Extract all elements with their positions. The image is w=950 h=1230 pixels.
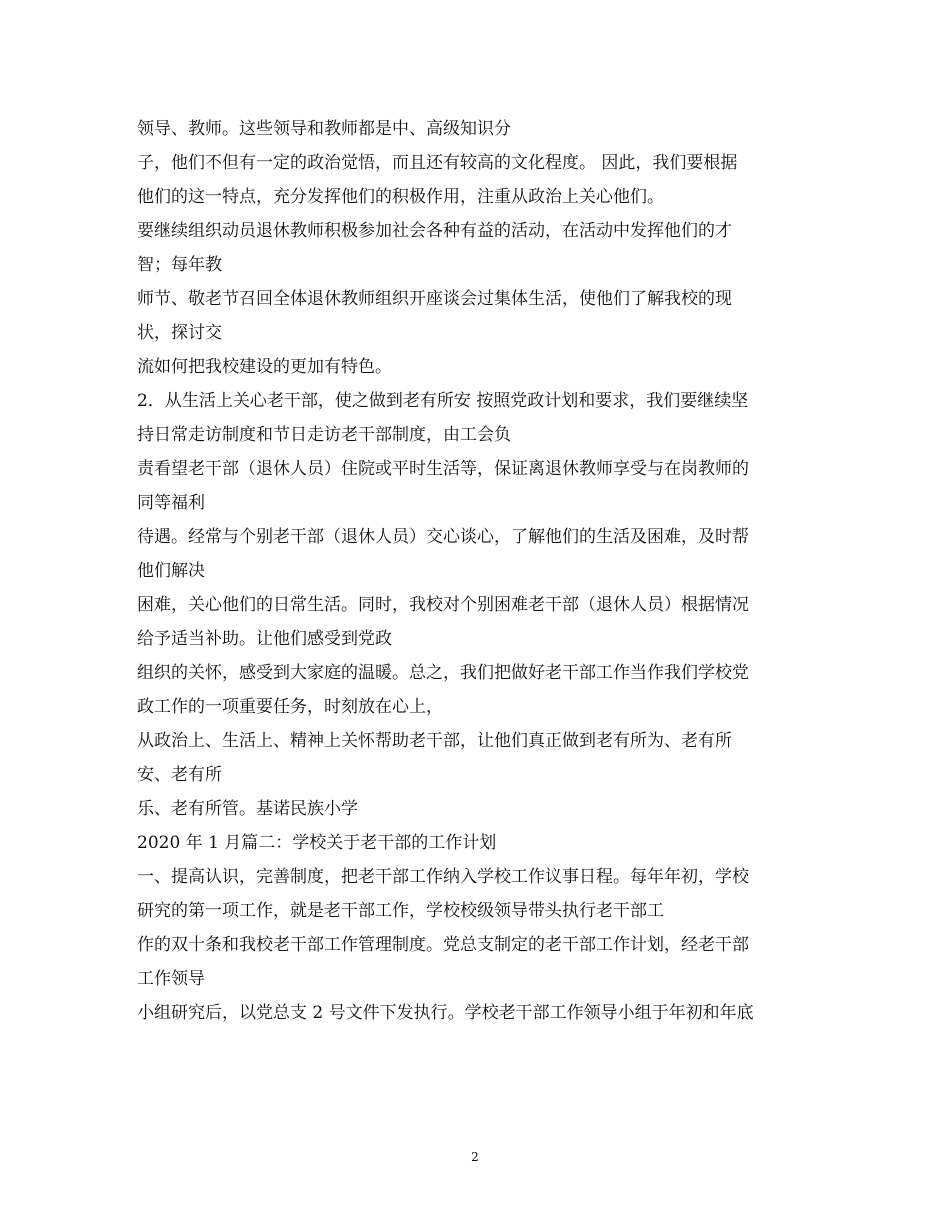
text-line: 要继续组织动员退休教师积极参加社会各种有益的活动，在活动中发挥他们的才 (137, 221, 732, 241)
text-line: 领导、教师。这些领导和教师都是中、高级知识分 (137, 119, 511, 139)
text-line: 子，他们不但有一定的政治觉悟，而且还有较高的文化程度。 因此，我们要根据 (137, 153, 738, 173)
text-line: 同等福利 (137, 493, 205, 513)
section-heading: 2020 年 1 月篇二：学校关于老干部的工作计划 (137, 833, 497, 853)
text-line: 从政治上、生活上、精神上关怀帮助老干部，让他们真正做到老有所为、老有所 (137, 731, 732, 751)
text-line: 政工作的一项重要任务，时刻放在心上， (137, 697, 443, 717)
text-line: 他们的这一特点，充分发挥他们的积极作用，注重从政治上关心他们。 (137, 187, 664, 207)
text-line: 组织的关怀，感受到大家庭的温暖。总之，我们把做好老干部工作当作我们学校党 (137, 663, 749, 683)
text-line: 安、老有所 (137, 765, 222, 785)
text-line: 一、提高认识，完善制度，把老干部工作纳入学校工作议事日程。每年年初，学校 (137, 867, 749, 887)
page-number: 2 (471, 1150, 479, 1164)
text-line: 他们解决 (137, 561, 205, 581)
text-line: 流如何把我校建设的更加有特色。 (137, 357, 392, 377)
text-line: 持日常走访制度和节日走访老干部制度，由工会负 (137, 425, 511, 445)
text-line: 乐、老有所管。基诺民族小学 (137, 799, 358, 819)
text-line: 困难，关心他们的日常生活。同时，我校对个别困难老干部（退休人员）根据情况 (137, 595, 749, 615)
text-line: 小组研究后，以党总支 2 号文件下发执行。学校老干部工作领导小组于年初和年底 (137, 1003, 754, 1023)
document-body (137, 112, 827, 1030)
text-line: 作的双十条和我校老干部工作管理制度。党总支制定的老干部工作计划，经老干部 (137, 935, 749, 955)
text-line: 状，探讨交 (137, 323, 222, 343)
text-line: 研究的第一项工作，就是老干部工作，学校校级领导带头执行老干部工 (137, 901, 664, 921)
text-line: 工作领导 (137, 969, 205, 989)
text-line: 责看望老干部（退休人员）住院或平时生活等，保证离退休教师享受与在岗教师的 (137, 459, 749, 479)
text-line: 2．从生活上关心老干部，使之做到老有所安 按照党政计划和要求，我们要继续坚 (137, 391, 749, 411)
text-line: 智；每年教 (137, 255, 222, 275)
text-line: 待遇。经常与个别老干部（退休人员）交心谈心，了解他们的生活及困难，及时帮 (137, 527, 749, 547)
text-line: 给予适当补助。让他们感受到党政 (137, 629, 392, 649)
text-line: 师节、敬老节召回全体退休教师组织开座谈会过集体生活，使他们了解我校的现 (137, 289, 732, 309)
